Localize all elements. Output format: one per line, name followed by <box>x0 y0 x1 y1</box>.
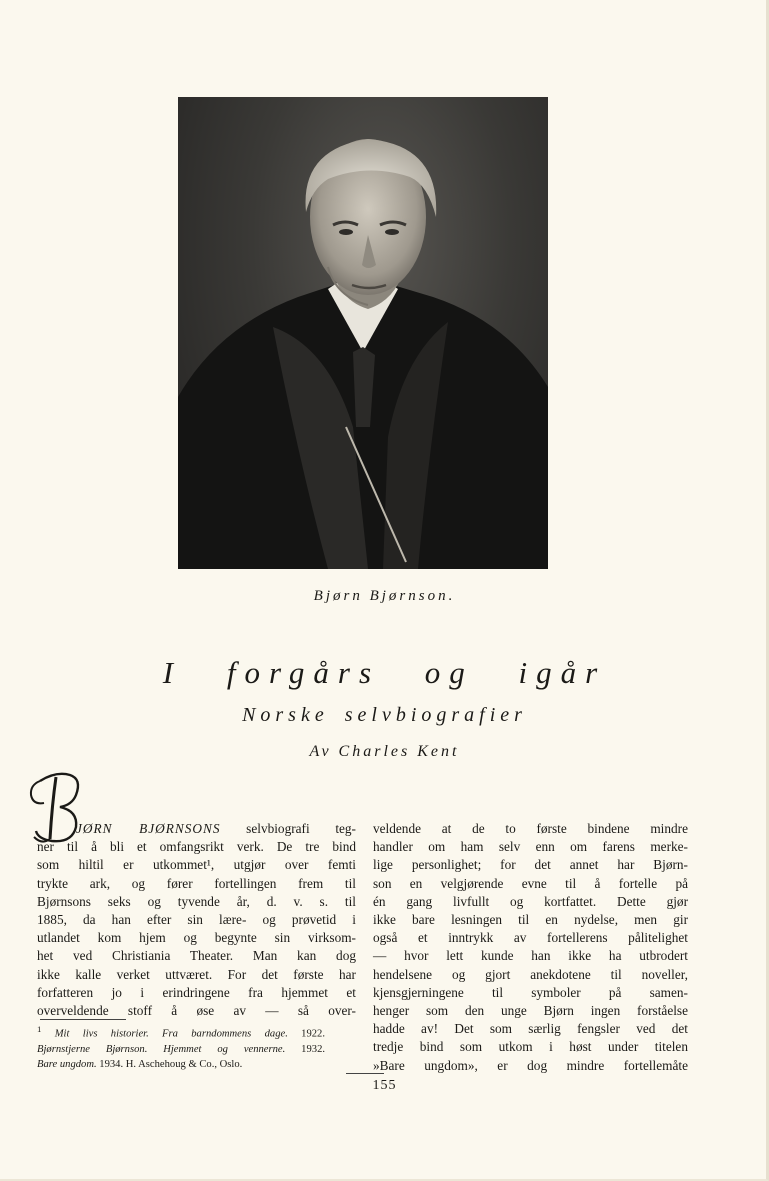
footnote-year: 1922. <box>287 1028 325 1040</box>
text-line: forfatteren jo i erindringene fra hjemmet et <box>37 984 356 1000</box>
article-subtitle: Norske selvbiografier <box>242 704 527 726</box>
footnote-line <box>37 1042 325 1057</box>
footnote-year: 1932. <box>285 1043 326 1055</box>
text-line: Bjørnsons seks og tyvende år, d. v. s. til <box>37 893 356 909</box>
footnote-title: Bjørnstjerne Bjørnson. Hjemmet og vennerne. <box>37 1043 286 1055</box>
footnote-title: Bare ungdom. <box>37 1058 97 1070</box>
portrait-photo <box>178 97 548 569</box>
text-line: — hvor lett kunde han ikke ha utbrodert <box>373 948 688 964</box>
left-first-line <box>37 820 356 838</box>
text-line: 1885, da han efter sin lære- og prøvetid i <box>37 912 356 928</box>
footnote <box>37 1022 325 1072</box>
text-line: veldende at de to første bindene mindre <box>373 821 688 836</box>
left-column <box>37 820 356 1020</box>
text-line: som hiltil er utkommet¹, utgjør over femti <box>37 857 356 873</box>
dropcap-letter: B <box>26 765 27 766</box>
text-line: ner til å bli et omfangsrikt verk. De tre bind <box>37 839 356 855</box>
article-byline: Av Charles Kent <box>309 743 460 760</box>
text-line: hendelsene og gjort anekdotene til noveller, <box>373 966 688 982</box>
text-line: ikke bare lesningen til en nydelse, men gir <box>373 912 688 928</box>
text-line: henger som den unge Bjørn ingen forståelse <box>373 1003 688 1019</box>
smallcaps-name: JØRN BJØRNSONS <box>76 821 221 836</box>
text-line: hadde av! Det som særlig fengsler ved det <box>373 1021 688 1037</box>
photo-caption: Bjørn Bjørnson. <box>313 588 456 604</box>
text-line: handler om ham selv enn om farens merke- <box>373 839 688 855</box>
footnote-marker: 1 <box>37 1024 42 1034</box>
text-line: het ved Christiania Theater. Man kan dog <box>37 948 356 964</box>
page-number-rule <box>346 1073 384 1074</box>
first-line-rest: selvbiografi teg- <box>220 821 356 836</box>
text-line: overveldende stoff å øse av — så over- <box>37 1003 356 1019</box>
text-line: ikke kalle verket uttværet. For det første har <box>37 966 356 982</box>
article-title: I forgårs og igår <box>162 655 607 690</box>
footnote-line <box>37 1022 325 1042</box>
text-line: son en velgjørende evne til å fortelle på <box>373 875 688 891</box>
text-line: også et inntrykk av fortellerens pålitelighet <box>373 930 688 946</box>
text-line: utlandet kom hjem og begynte sin virksom- <box>37 930 356 946</box>
footnote-publisher: 1934. H. Aschehoug & Co., Oslo. <box>96 1058 243 1070</box>
page-number: 155 <box>372 1078 397 1093</box>
footnote-rule <box>40 1019 126 1020</box>
text-line: kjensgjerningene til symboler på samen- <box>373 984 688 1000</box>
portrait-illustration <box>178 97 548 569</box>
text-line: lige personlighet; for det annet har Bjørn- <box>373 857 688 873</box>
text-line: »Bare ungdom», er dog mindre fortellemåte <box>373 1057 688 1073</box>
text-line: trykte ark, og fører fortellingen frem til <box>37 875 356 891</box>
text-line: én gang livfullt og kortfattet. Dette gjør <box>373 893 688 909</box>
footnote-line <box>37 1057 325 1072</box>
right-column <box>373 820 688 1075</box>
footnote-title: Mit livs historier. Fra barndommens dage. <box>54 1028 288 1040</box>
text-line: tredje bind som utkom i høst under titelen <box>373 1039 688 1055</box>
